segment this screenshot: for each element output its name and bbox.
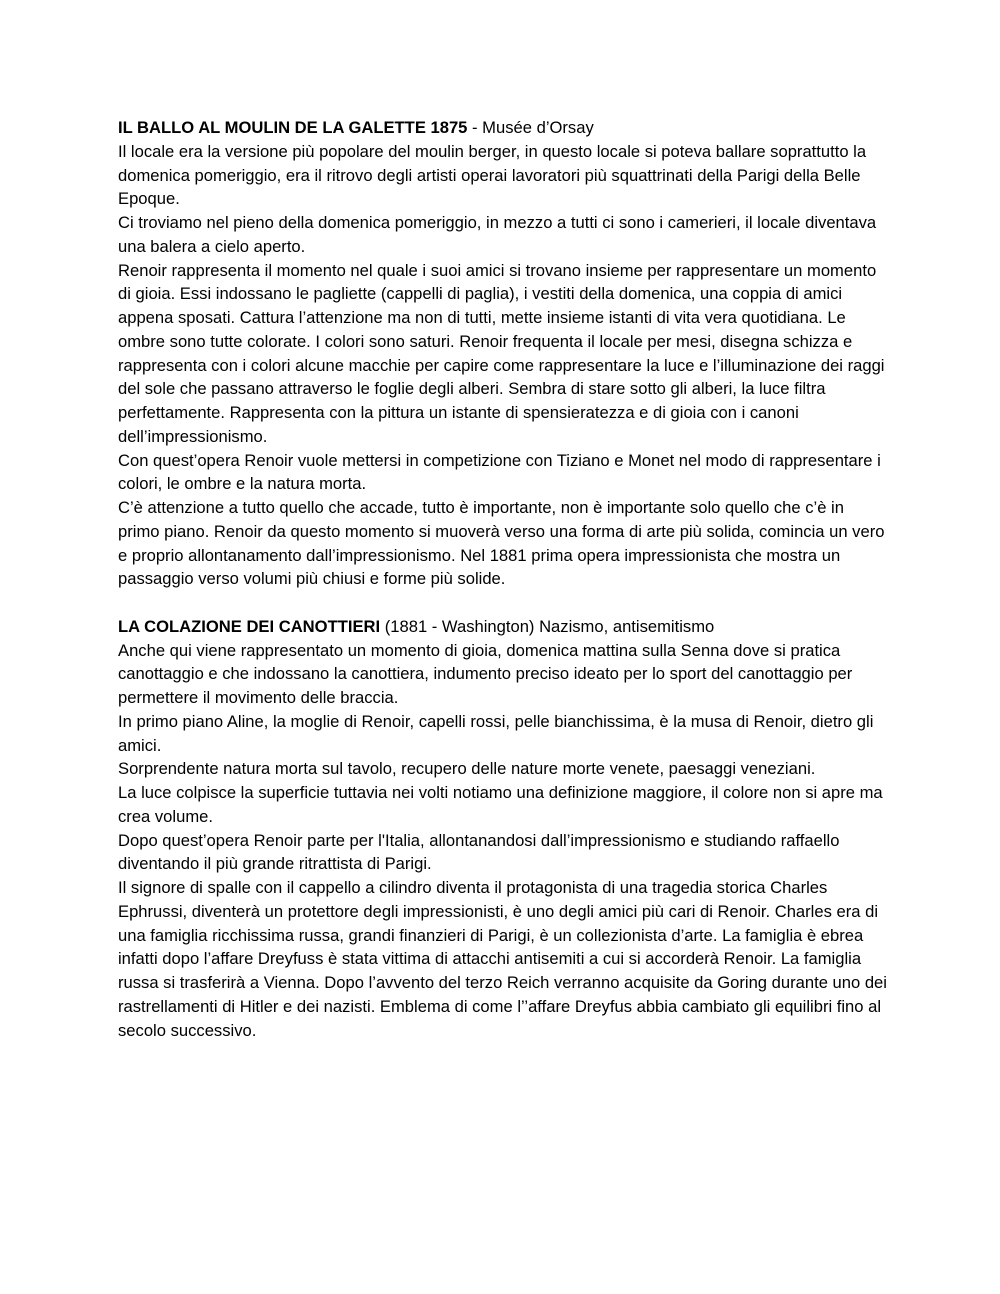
paragraph: Con quest’opera Renoir vuole mettersi in competizione con Tiziano e Monet nel modo di rappresentare i colori, le ombre e la natura morta. (118, 450, 881, 494)
section-title-suffix: - Musée d’Orsay (467, 118, 594, 137)
section-title-suffix: (1881 - Washington) Nazismo, antisemitismo (380, 616, 715, 636)
paragraph: Il signore di spalle con il cappello a cilindro diventa il protagonista di una tragedia storica Charles Ephrussi, diventerà un protettore degli impressionisti, è uno degli amici più cari di Renoir. Charles era di una famiglia ricchissima russa, grandi finanzieri di Parigi, è un collezionista d’arte. La famiglia è ebrea infatti dopo l’affare Dreyfuss è stata vittima di attacchi antisemiti a cui si accorderà Renoir. La famiglia russa si trasferirà a Vienna. Dopo l’avvento del terzo Reich verranno acquisite da Goring durante uno dei rastrellamenti di Hitler e dei nazisti. Emblema di come l’’affare Dreyfus abbia cambiato gli equilibri fino al secolo successivo. (118, 878, 887, 1040)
paragraph: Anche qui viene rappresentato un momento di gioia, domenica mattina sulla Senna dove si pratica canottaggio e che indossano la canottiera, indumento preciso ideato per lo sport del canottaggio per permettere il movimento delle braccia. (118, 640, 853, 707)
section-heading (118, 615, 888, 639)
section-title: IL BALLO AL MOULIN DE LA GALETTE 1875 (118, 118, 468, 137)
paragraph: Il locale era la versione più popolare del moulin berger, in questo locale si poteva ballare soprattutto la domenica pomeriggio, era il ritrovo degli artisti operai lavoratori più squattrinati della Parigi della Belle Epoque. (118, 141, 867, 209)
section-heading (118, 116, 888, 140)
paragraph: Renoir rappresenta il momento nel quale i suoi amici si trovano insieme per rappresentare un momento di gioia. Essi indossano le pagliette (cappelli di paglia), i vestiti della domenica, una coppia di amici appena sposati. Cattura l’attenzione ma non di tutti, mette insieme istanti di vita vera quotidiana. Le ombre sono tutte colorate. I colori sono saturi. Renoir frequenta il locale per mesi, disegna schizza e rappresenta con i colori alcune macchie per capire come rappresentare la luce e l’illuminazione dei raggi del sole che passano attraverso le foglie degli alberi. Sembra di stare sotto gli alberi, la luce filtra perfettamente. Rappresenta con la pittura un istante di spensieratezza e di gioia con i canoni dell’impressionismo. (118, 260, 885, 446)
section-title: LA COLAZIONE DEI CANOTTIERI (118, 616, 381, 636)
paragraph: In primo piano Aline, la moglie di Renoir, capelli rossi, pelle bianchissima, è la musa di Renoir, dietro gli amici. (118, 711, 874, 755)
paragraph: Ci troviamo nel pieno della domenica pomeriggio, in mezzo a tutti ci sono i camerieri, il locale diventava una balera a cielo aperto. (118, 213, 877, 256)
document-body (118, 116, 888, 1042)
section-moulin-de-la-galette (118, 116, 888, 591)
paragraph: Sorprendente natura morta sul tavolo, recupero delle nature morte venete, paesaggi veneziani. (118, 759, 816, 779)
paragraph: La luce colpisce la superficie tuttavia nei volti notiamo una definizione maggiore, il colore non si apre ma crea volume. (118, 783, 883, 826)
paragraph: C’è attenzione a tutto quello che accade, tutto è importante, non è importante solo quello che c’è in primo piano. Renoir da questo momento si muoverà verso una forma di arte più solida, comincia un vero e proprio allontanamento dall’impressionismo. Nel 1881 prima opera impressionista che mostra un passaggio verso volumi più chiusi e forme più solide. (118, 498, 885, 589)
section-spacer (118, 591, 888, 615)
paragraph: Dopo quest’opera Renoir parte per l'Italia, allontanandosi dall’impressionismo e studiando raffaello diventando il più grande ritrattista di Parigi. (118, 830, 840, 874)
section-colazione-dei-canottieri (118, 615, 888, 1043)
